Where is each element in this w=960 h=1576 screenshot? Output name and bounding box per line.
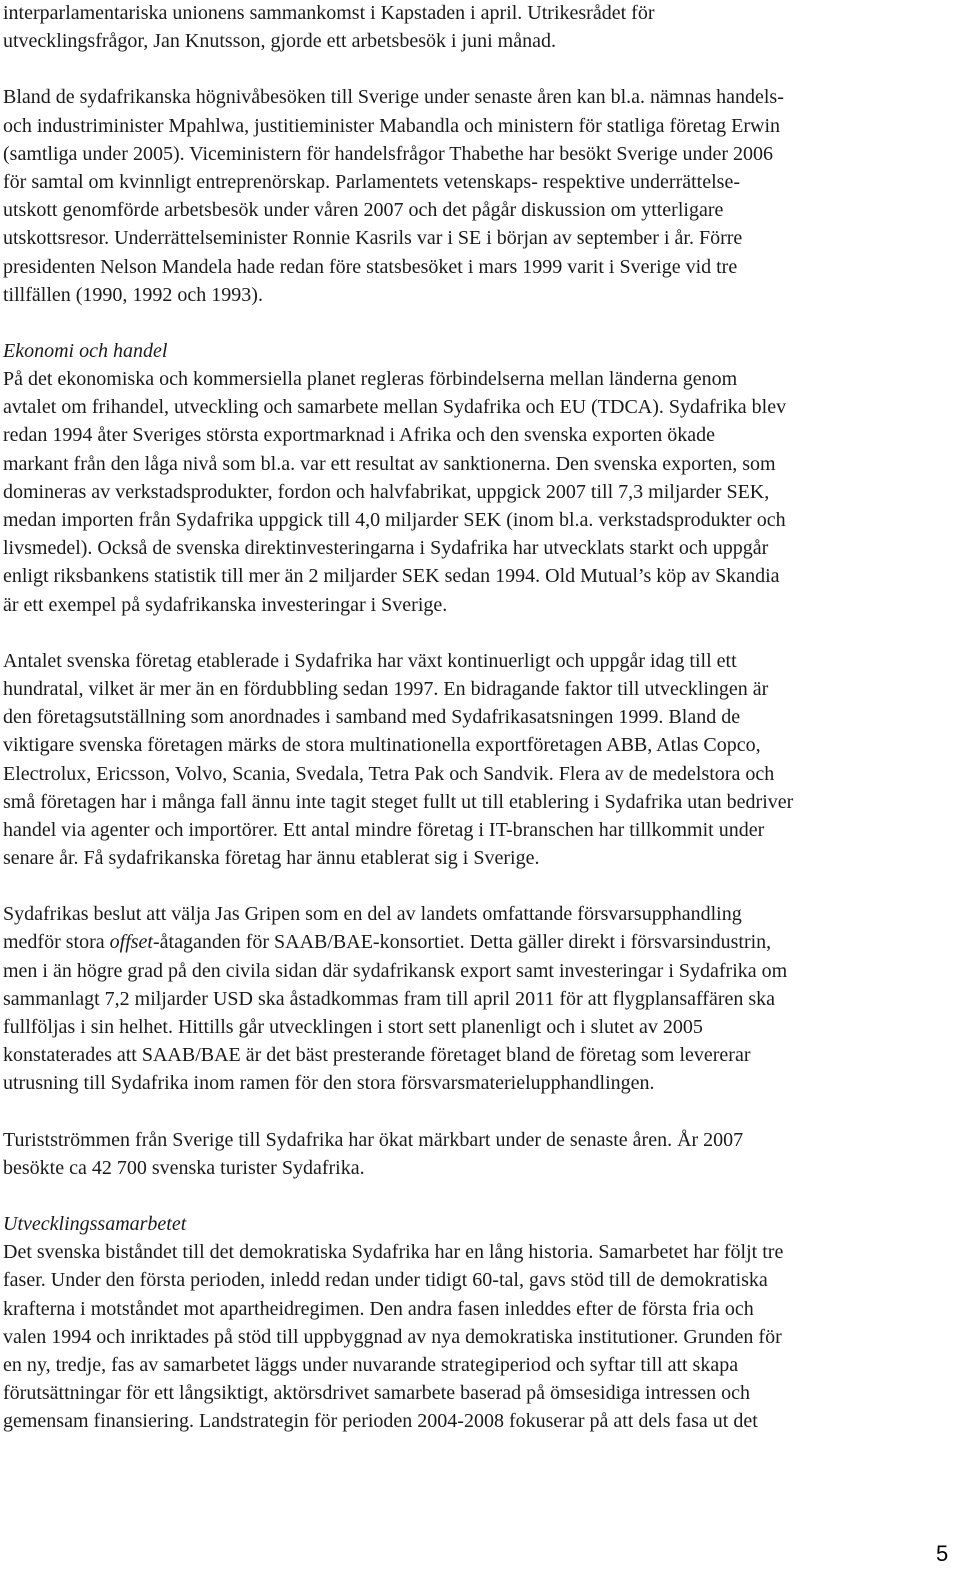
text-line: tillfällen (1990, 1992 och 1993). [3, 283, 263, 306]
text-line: besökte ca 42 700 svenska turister Sydafrika. [3, 1156, 365, 1179]
text-line: sammanlagt 7,2 miljarder USD ska åstadkommas fram till april 2011 för att flygplansaffären ska [3, 987, 776, 1010]
text-line [3, 928, 953, 956]
text-line: livsmedel). Också de svenska direktinvesteringarna i Sydafrika har utvecklats starkt och uppgår [3, 537, 769, 560]
section-heading-development: Utvecklingssamarbetet [3, 1212, 187, 1235]
text-line: Turistströmmen från Sverige till Sydafrika har ökat märkbart under de senaste åren. År 2007 [3, 1128, 744, 1151]
section-heading-economy: Ekonomi och handel [3, 339, 168, 362]
italic-term-offset: offset [109, 931, 153, 954]
text-line: utrusning till Sydafrika inom ramen för den stora försvarsmaterielupphandlingen. [3, 1072, 655, 1095]
text-line: interparlamentariska unionens sammankomst i Kapstaden i april. Utrikesrådet för [3, 2, 655, 24]
text-line: konstaterades att SAAB/BAE är det bäst presterande företaget bland de företag som levererar [3, 1044, 751, 1067]
text-line: (samtliga under 2005). Viceministern för handelsfrågor Thabethe har besökt Sverige under 2006 [3, 142, 774, 165]
text-line: valen 1994 och inriktades på stöd till uppbyggnad av nya demokratiska institutioner. Grunden för [3, 1325, 782, 1348]
text-line: senare år. Få sydafrikanska företag har ännu etablerat sig i Sverige. [3, 847, 540, 870]
paragraph-gripen-procurement [3, 900, 953, 1097]
paragraph-high-level-visits [3, 83, 953, 309]
section-economy-trade [3, 337, 953, 619]
page-number: 5 [936, 1541, 949, 1566]
text-line: Antalet svenska företag etablerade i Sydafrika har växt kontinuerligt och uppgår idag till ett [3, 649, 737, 672]
text-line: Det svenska biståndet till det demokratiska Sydafrika har en lång historia. Samarbetet har följt tre [3, 1241, 784, 1264]
text-line: faser. Under den första perioden, inledd redan under tidigt 60-tal, gavs stöd till de demokratiska [3, 1269, 768, 1292]
text-line: Electrolux, Ericsson, Volvo, Scania, Svedala, Tetra Pak och Sandvik. Flera av de medelstora och [3, 762, 775, 785]
document-page [3, 0, 953, 1435]
text-line: är ett exempel på sydafrikanska investeringar i Sverige. [3, 593, 448, 616]
text-line: utvecklingsfrågor, Jan Knutsson, gjorde ett arbetsbesök i juni månad. [3, 30, 556, 53]
text-line: enligt riksbankens statistik till mer än 2 miljarder SEK sedan 1994. Old Mutual’s köp av Skandia [3, 565, 780, 588]
text-line: förutsättningar för ett långsiktigt, aktörsdrivet samarbete baserad på ömsesidiga intressen och [3, 1382, 751, 1405]
text-line: presidenten Nelson Mandela hade redan före statsbesöket i mars 1999 varit i Sverige vid tre [3, 255, 738, 278]
text-fragment: -åtaganden för SAAB/BAE-konsortiet. Detta gäller direkt i försvarsindustrin, [152, 931, 772, 954]
paragraph-ipu-visit [3, 0, 953, 55]
text-line: markant från den låga nivå som bl.a. var ett resultat av sanktionerna. Den svenska exporten, som [3, 452, 776, 475]
text-line: Bland de sydafrikanska högnivåbesöken till Sverige under senaste åren kan bl.a. nämnas handels- [3, 86, 784, 109]
text-line: utskottsresor. Underrättelseminister Ronnie Kasrils var i SE i början av september i år. Förre [3, 227, 743, 250]
text-line: för samtal om kvinnligt entreprenörskap. Parlamentets vetenskaps- respektive underrättelse- [3, 170, 740, 193]
paragraph-swedish-companies [3, 647, 953, 873]
text-line: viktigare svenska företagen märks de stora multinationella exportföretagen ABB, Atlas Copco, [3, 734, 761, 757]
text-line: domineras av verkstadsprodukter, fordon och halvfabrikat, uppgick 2007 till 7,3 miljarder SEK, [3, 480, 770, 503]
text-line: en ny, tredje, fas av samarbetet läggs under nuvarande strategiperiod och syftar till att skapa [3, 1353, 739, 1376]
text-line: medan importen från Sydafrika uppgick till 4,0 miljarder SEK (inom bl.a. verkstadsprodukter och [3, 509, 786, 531]
text-line: redan 1994 åter Sveriges största exportmarknad i Afrika och den svenska exporten ökade [3, 424, 715, 447]
text-fragment: medför stora [3, 931, 110, 954]
text-line: och industriminister Mpahlwa, justitieminister Mabandla och ministern för statliga företag Erwin [3, 114, 781, 137]
text-line: små företagen har i många fall ännu inte tagit steget fullt ut till etablering i Sydafrika utan bedriver [3, 790, 794, 813]
text-line: den företagsutställning som anordnades i samband med Sydafrikasatsningen 1999. Bland de [3, 706, 741, 729]
text-line: krafterna i motståndet mot apartheidregimen. Den andra fasen inleddes efter de första fria och [3, 1297, 754, 1320]
text-line: fullföljas i sin helhet. Hittills går utvecklingen i stort sett planenligt och i slutet av 2005 [3, 1016, 703, 1038]
text-line: gemensam finansiering. Landstrategin för perioden 2004-2008 fokuserar på att dels fasa ut det [3, 1410, 758, 1433]
paragraph-tourism [3, 1126, 953, 1182]
text-line: avtalet om frihandel, utveckling och samarbete mellan Sydafrika och EU (TDCA). Sydafrika blev [3, 396, 787, 419]
text-line: Sydafrikas beslut att välja Jas Gripen som en del av landets omfattande försvarsupphandling [3, 903, 742, 926]
text-line: hundratal, vilket är mer än en fördubbling sedan 1997. En bidragande faktor till utvecklingen är [3, 677, 769, 700]
section-development-cooperation [3, 1210, 953, 1436]
text-line: handel via agenter och importörer. Ett antal mindre företag i IT-branschen har tillkommit under [3, 818, 765, 841]
text-line: På det ekonomiska och kommersiella planet regleras förbindelserna mellan länderna genom [3, 368, 738, 391]
text-line: men i än högre grad på den civila sidan där sydafrikansk export samt investeringar i Sydafrika om [3, 959, 788, 982]
text-line: utskott genomförde arbetsbesök under våren 2007 och det pågår diskussion om ytterligare [3, 199, 724, 222]
